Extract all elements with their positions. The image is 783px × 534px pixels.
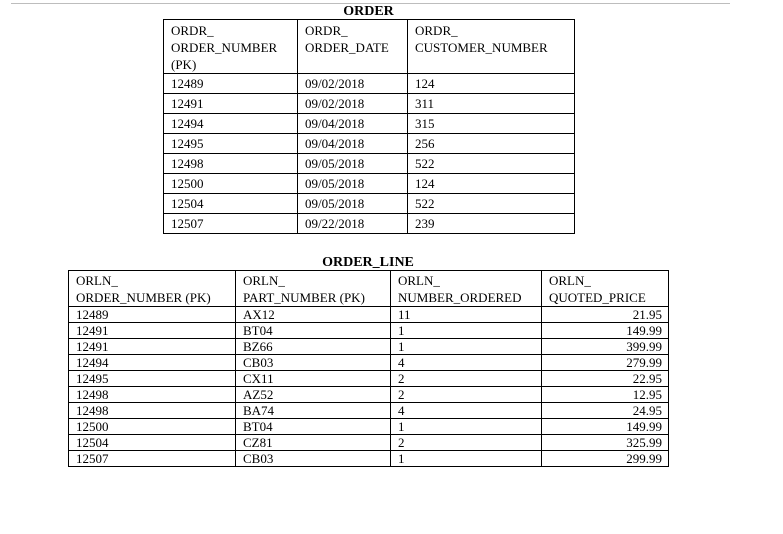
table-row: [164, 94, 575, 114]
table-row: [69, 323, 669, 339]
number-ordered-cell: 2: [391, 371, 542, 387]
number-ordered-cell: 11: [391, 307, 542, 323]
table-row: [69, 355, 669, 371]
order-table-title: ORDER: [343, 4, 394, 19]
order-date-cell: 09/02/2018: [298, 94, 408, 114]
table-row: [164, 174, 575, 194]
header-orln-quoted-price: ORLN_ QUOTED_PRICE: [542, 271, 669, 307]
order-number-cell: 12498: [69, 387, 236, 403]
part-number-cell: CX11: [236, 371, 391, 387]
order-number-cell: 12507: [164, 214, 298, 234]
quoted-price-cell: 21.95: [542, 307, 669, 323]
order-date-cell: 09/04/2018: [298, 114, 408, 134]
order-number-cell: 12500: [69, 419, 236, 435]
part-number-cell: CB03: [236, 355, 391, 371]
customer-number-cell: 315: [408, 114, 575, 134]
order-number-cell: 12491: [69, 323, 236, 339]
order-number-cell: 12504: [69, 435, 236, 451]
part-number-cell: BA74: [236, 403, 391, 419]
order-line-table-title: ORDER_LINE: [322, 255, 414, 270]
quoted-price-cell: 149.99: [542, 323, 669, 339]
number-ordered-cell: 1: [391, 419, 542, 435]
order-number-cell: 12494: [164, 114, 298, 134]
order-date-cell: 09/02/2018: [298, 74, 408, 94]
order-date-cell: 09/22/2018: [298, 214, 408, 234]
order-number-cell: 12491: [69, 339, 236, 355]
order-number-cell: 12489: [164, 74, 298, 94]
part-number-cell: BZ66: [236, 339, 391, 355]
header-orln-part-number: ORLN_ PART_NUMBER (PK): [236, 271, 391, 307]
number-ordered-cell: 2: [391, 387, 542, 403]
table-row: [164, 114, 575, 134]
part-number-cell: CZ81: [236, 435, 391, 451]
part-number-cell: AX12: [236, 307, 391, 323]
customer-number-cell: 124: [408, 174, 575, 194]
header-orln-number-ordered: ORLN_ NUMBER_ORDERED: [391, 271, 542, 307]
table-row: [164, 214, 575, 234]
order-number-cell: 12495: [164, 134, 298, 154]
customer-number-cell: 311: [408, 94, 575, 114]
customer-number-cell: 124: [408, 74, 575, 94]
header-ordr-order-date: ORDR_ ORDER_DATE: [298, 20, 408, 74]
quoted-price-cell: 279.99: [542, 355, 669, 371]
number-ordered-cell: 1: [391, 339, 542, 355]
part-number-cell: BT04: [236, 419, 391, 435]
order-number-cell: 12498: [69, 403, 236, 419]
order-line-table: [68, 270, 669, 467]
header-orln-order-number: ORLN_ ORDER_NUMBER (PK): [69, 271, 236, 307]
order-number-cell: 12494: [69, 355, 236, 371]
part-number-cell: AZ52: [236, 387, 391, 403]
table-row: [69, 307, 669, 323]
customer-number-cell: 256: [408, 134, 575, 154]
order-number-cell: 12498: [164, 154, 298, 174]
order-date-cell: 09/05/2018: [298, 154, 408, 174]
number-ordered-cell: 2: [391, 435, 542, 451]
quoted-price-cell: 149.99: [542, 419, 669, 435]
table-row: [69, 387, 669, 403]
table-row: [69, 339, 669, 355]
table-row: [164, 194, 575, 214]
quoted-price-cell: 22.95: [542, 371, 669, 387]
order-number-cell: 12491: [164, 94, 298, 114]
order-line-header-row: [69, 271, 669, 307]
order-number-cell: 12495: [69, 371, 236, 387]
table-row: [69, 435, 669, 451]
order-date-cell: 09/05/2018: [298, 174, 408, 194]
quoted-price-cell: 24.95: [542, 403, 669, 419]
order-date-cell: 09/04/2018: [298, 134, 408, 154]
quoted-price-cell: 299.99: [542, 451, 669, 467]
order-header-row: [164, 20, 575, 74]
quoted-price-cell: 12.95: [542, 387, 669, 403]
number-ordered-cell: 4: [391, 403, 542, 419]
customer-number-cell: 522: [408, 194, 575, 214]
table-row: [69, 419, 669, 435]
order-table: [163, 19, 575, 234]
part-number-cell: BT04: [236, 323, 391, 339]
customer-number-cell: 239: [408, 214, 575, 234]
table-row: [164, 74, 575, 94]
header-ordr-order-number: ORDR_ ORDER_NUMBER (PK): [164, 20, 298, 74]
number-ordered-cell: 4: [391, 355, 542, 371]
number-ordered-cell: 1: [391, 323, 542, 339]
order-date-cell: 09/05/2018: [298, 194, 408, 214]
table-row: [69, 451, 669, 467]
quoted-price-cell: 399.99: [542, 339, 669, 355]
table-row: [69, 403, 669, 419]
quoted-price-cell: 325.99: [542, 435, 669, 451]
order-number-cell: 12489: [69, 307, 236, 323]
table-row: [69, 371, 669, 387]
header-ordr-customer-number: ORDR_ CUSTOMER_NUMBER: [408, 20, 575, 74]
order-number-cell: 12507: [69, 451, 236, 467]
order-number-cell: 12500: [164, 174, 298, 194]
number-ordered-cell: 1: [391, 451, 542, 467]
part-number-cell: CB03: [236, 451, 391, 467]
order-number-cell: 12504: [164, 194, 298, 214]
customer-number-cell: 522: [408, 154, 575, 174]
table-row: [164, 134, 575, 154]
table-row: [164, 154, 575, 174]
